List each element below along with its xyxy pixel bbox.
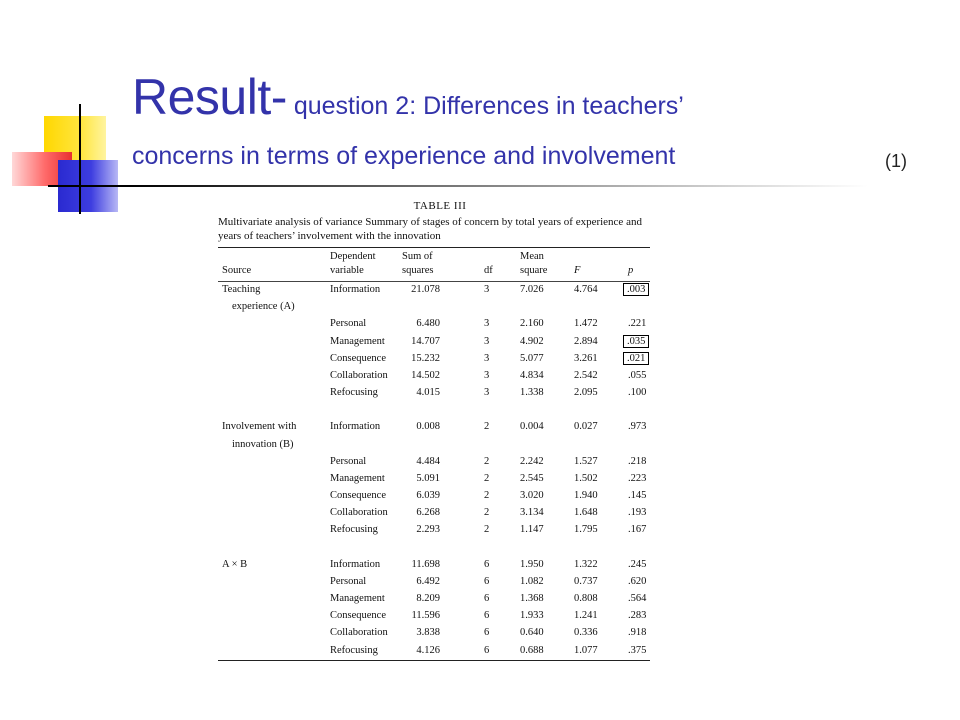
dependent-variable-cell: Consequence [330,352,386,364]
mean-square-cell: 1.082 [520,575,544,587]
source-cell-line2: innovation (B) [232,438,294,450]
source-cell: Teaching [222,284,261,295]
f-value-cell: 0.027 [574,421,598,433]
dependent-variable-cell: Information [330,284,381,295]
decor-title-underline [48,185,868,187]
header-mean-bottom: square [520,265,548,276]
table-header-row [218,248,662,281]
mean-square-cell: 3.134 [520,507,544,519]
slide-title-line2: concerns in terms of experience and involvement [132,142,676,170]
table-row [218,385,662,402]
mean-square-cell: 1.147 [520,524,544,536]
header-dependent-top: Dependent [330,251,376,262]
table-row [218,574,662,591]
sum-of-squares-cell: 8.209 [416,593,440,604]
dependent-variable-cell: Consequence [330,490,386,502]
p-value-cell: .564 [628,593,647,604]
df-cell: 3 [484,335,490,347]
source-cell: A × B [222,558,248,570]
sum-of-squares-cell: 6.492 [416,575,440,587]
sum-of-squares-cell: 4.126 [416,644,440,656]
f-value-cell: 4.764 [574,284,598,295]
sum-of-squares-cell: 5.091 [416,472,440,484]
df-cell: 3 [484,369,490,381]
table-body [218,282,662,660]
source-cell: Involvement with [222,421,297,433]
f-value-cell: 0.336 [574,627,598,639]
group-spacer [218,402,662,419]
p-value-cell: .918 [628,627,647,639]
df-cell: 2 [484,421,490,433]
table-row [218,368,662,385]
group-spacer [218,540,662,557]
p-value-cell: .167 [628,524,647,536]
p-value-cell: .223 [628,472,647,484]
decor-vertical-line [79,104,81,214]
f-value-cell: 1.322 [574,558,598,570]
slide-number: (1) [885,151,907,171]
sum-of-squares-cell: 6.039 [416,490,440,502]
dependent-variable-cell: Management [330,593,385,604]
mean-square-cell: 1.338 [520,387,544,399]
p-value-cell: .145 [628,490,647,502]
source-cell-line2: experience (A) [232,301,295,313]
header-df: df [484,265,493,276]
mean-square-cell: 1.933 [520,610,544,622]
table-row [218,591,662,608]
f-value-cell: 2.542 [574,369,598,381]
mean-square-cell: 2.242 [520,455,544,467]
table-row [218,454,662,471]
dependent-variable-cell: Information [330,558,381,570]
f-value-cell: 1.940 [574,490,598,502]
table-row-continuation [218,299,662,316]
p-value-cell: .193 [628,507,647,519]
f-value-cell: 2.894 [574,335,598,347]
sum-of-squares-cell: 11.596 [411,610,440,622]
mean-square-cell: 4.834 [520,369,544,381]
header-p: p [628,265,634,276]
mean-square-cell: 1.950 [520,558,544,570]
sum-of-squares-cell: 6.480 [416,318,440,330]
df-cell: 6 [484,644,490,656]
df-cell: 6 [484,558,490,570]
table-caption: Multivariate analysis of variance Summary of stages of concern by total years of experience and years of teachers’ involvement with the innovation [218,216,642,242]
sum-of-squares-cell: 2.293 [416,524,440,536]
p-value-cell: .003 [624,284,648,295]
table-row [218,419,662,436]
table-row [218,643,662,660]
dependent-variable-cell: Collaboration [330,627,388,639]
f-value-cell: 0.737 [574,575,598,587]
dependent-variable-cell: Personal [330,575,367,587]
f-value-cell: 1.077 [574,644,598,656]
table-row [218,488,662,505]
header-mean-top: Mean [520,251,544,262]
mean-square-cell: 3.020 [520,490,544,502]
p-value-cell: .218 [628,455,647,467]
f-value-cell: 3.261 [574,352,598,364]
dependent-variable-cell: Collaboration [330,507,388,519]
p-value-cell: .221 [628,318,647,330]
dependent-variable-cell: Refocusing [330,387,378,399]
df-cell: 3 [484,284,490,295]
header-dependent-bottom: variable [330,265,364,276]
p-value-cell: .021 [624,353,648,364]
sum-of-squares-cell: 3.838 [416,627,440,639]
df-cell: 3 [484,387,490,399]
df-cell: 3 [484,318,490,330]
p-value-cell: .620 [628,575,647,587]
p-value-cell: .375 [628,644,647,656]
f-value-cell: 1.502 [574,472,598,484]
anova-table [218,200,662,661]
df-cell: 2 [484,455,490,467]
df-cell: 6 [484,627,490,639]
slide-title-main: Result- [132,69,287,125]
table-row [218,334,662,351]
table-row [218,471,662,488]
dependent-variable-cell: Refocusing [330,524,378,536]
slide-title-sub: question 2: Differences in teachers’ [286,92,684,120]
sum-of-squares-cell: 21.078 [411,284,440,295]
f-value-cell: 1.648 [574,507,598,519]
p-value-cell: .973 [628,421,647,433]
sum-of-squares-cell: 15.232 [411,352,440,364]
table-row [218,351,662,368]
mean-square-cell: 2.545 [520,472,544,484]
header-source: Source [222,265,252,276]
mean-square-cell: 7.026 [520,284,544,295]
mean-square-cell: 0.004 [520,421,544,433]
dependent-variable-cell: Management [330,335,385,347]
mean-square-cell: 1.368 [520,593,544,604]
table-bottom-rule [218,660,650,661]
mean-square-cell: 0.688 [520,644,544,656]
sum-of-squares-cell: 11.698 [411,558,440,570]
dependent-variable-cell: Information [330,421,381,433]
dependent-variable-cell: Consequence [330,610,386,622]
p-value-cell: .245 [628,558,647,570]
table-row [218,505,662,522]
p-value-cell: .283 [628,610,647,622]
sum-of-squares-cell: 14.502 [411,369,440,381]
df-cell: 2 [484,472,490,484]
sum-of-squares-cell: 6.268 [416,507,440,519]
df-cell: 6 [484,610,490,622]
df-cell: 6 [484,593,490,604]
p-value-cell: .055 [628,369,647,381]
sum-of-squares-cell: 4.015 [416,387,440,399]
df-cell: 2 [484,524,490,536]
mean-square-cell: 2.160 [520,318,544,330]
mean-square-cell: 4.902 [520,335,544,347]
table-row [218,608,662,625]
f-value-cell: 1.472 [574,318,598,330]
table-row [218,282,662,299]
f-value-cell: 1.527 [574,455,598,467]
table-row [218,557,662,574]
f-value-cell: 1.795 [574,524,598,536]
f-value-cell: 2.095 [574,387,598,399]
mean-square-cell: 5.077 [520,352,544,364]
df-cell: 2 [484,507,490,519]
dependent-variable-cell: Refocusing [330,644,378,656]
table-row [218,316,662,333]
table-row [218,522,662,539]
sum-of-squares-cell: 14.707 [411,335,440,347]
table-row-continuation [218,437,662,454]
f-value-cell: 0.808 [574,593,598,604]
dependent-variable-cell: Management [330,472,385,484]
table-label: TABLE III [413,200,467,212]
table-row [218,625,662,642]
dependent-variable-cell: Personal [330,318,367,330]
header-f: F [574,265,581,276]
df-cell: 6 [484,575,490,587]
sum-of-squares-cell: 0.008 [416,421,440,433]
slide-title [132,69,892,125]
header-sum-top: Sum of [402,251,433,262]
header-sum-bottom: squares [402,265,434,276]
df-cell: 2 [484,490,490,502]
df-cell: 3 [484,352,490,364]
sum-of-squares-cell: 4.484 [416,455,440,467]
p-value-cell: .100 [628,387,647,399]
mean-square-cell: 0.640 [520,627,544,639]
p-value-cell: .035 [624,336,648,347]
dependent-variable-cell: Collaboration [330,369,388,381]
f-value-cell: 1.241 [574,610,598,622]
dependent-variable-cell: Personal [330,455,367,467]
